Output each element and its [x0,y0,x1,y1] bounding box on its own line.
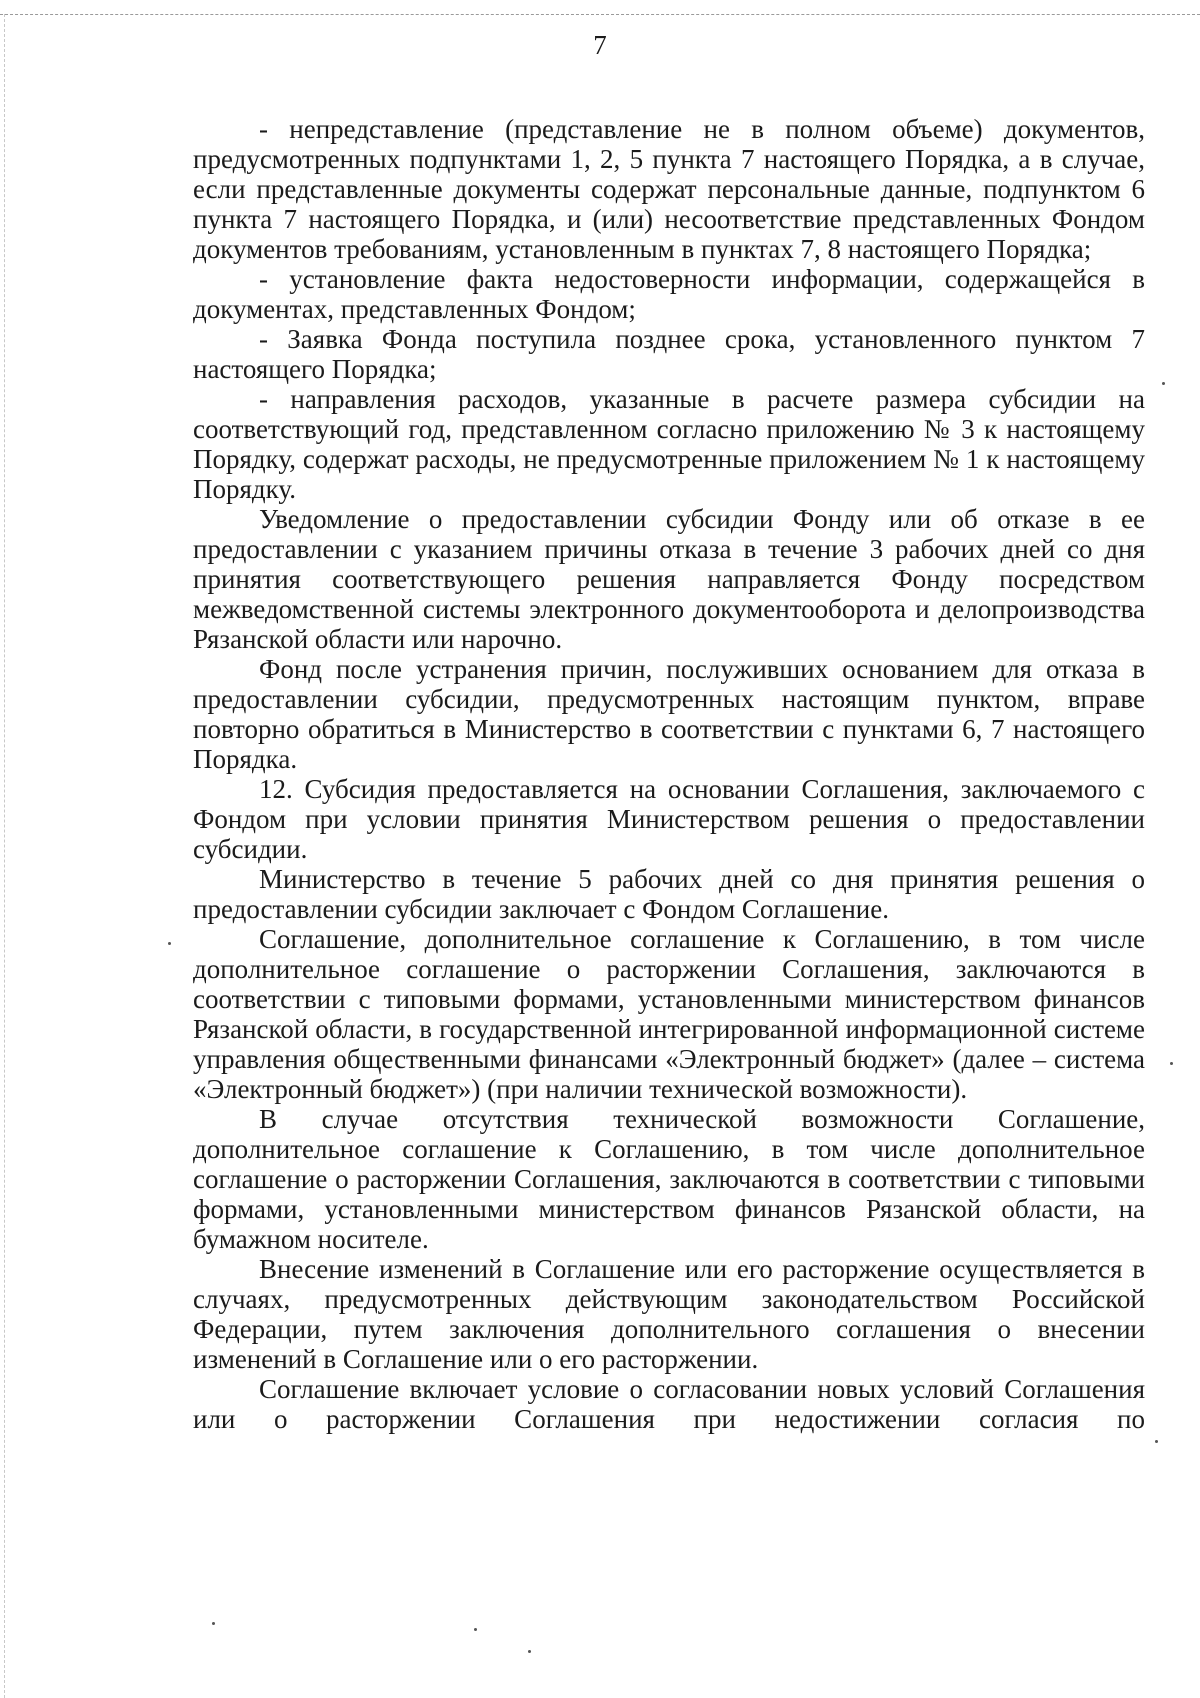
paragraph-5: Уведомление о предоставлении субсидии Фонду или об отказе в ее предоставлении с указанием причины отказа в течение 3 рабочих дней со дня принятия соответствующего решения направляется Фонду посредством межведомственной системы электронного документооборота и делопроизводства Рязанской области или нарочно. [193,504,1145,654]
paragraph-2: - установление факта недостоверности информации, содержащейся в документах, представленных Фондом; [193,264,1145,324]
document-body [193,114,1145,1434]
scan-speck [168,942,171,945]
paragraph-7: 12. Субсидия предоставляется на основании Соглашения, заключаемого с Фондом при условии принятия Министерством решения о предоставлении субсидии. [193,774,1145,864]
paragraph-12: Соглашение включает условие о согласовании новых условий Соглашения или о расторжении Соглашения при недостижении согласия по [193,1374,1145,1434]
page-number: 7 [593,30,607,60]
paragraph-9: Соглашение, дополнительное соглашение к Соглашению, в том числе дополнительное соглашение о расторжении Соглашения, заключаются в соответствии с типовыми формами, установленными министерством финансов Рязанской области, в государственной интегрированной информационной системе управления общественными финансами «Электронный бюджет» (далее – система «Электронный бюджет») (при наличии технической возможности). [193,924,1145,1104]
paragraph-8: Министерство в течение 5 рабочих дней со дня принятия решения о предоставлении субсидии заключает с Фондом Соглашение. [193,864,1145,924]
scan-speck [1162,382,1165,385]
paragraph-6: Фонд после устранения причин, послуживших основанием для отказа в предоставлении субсидии, предусмотренных настоящим пунктом, вправе повторно обратиться в Министерство в соответствии с пунктами 6, 7 настоящего Порядка. [193,654,1145,774]
scan-edge-top [0,14,1200,15]
paragraph-3: - Заявка Фонда поступила позднее срока, установленного пунктом 7 настоящего Порядка; [193,324,1145,384]
paragraph-1: - непредставление (представление не в полном объеме) документов, предусмотренных подпунктами 1, 2, 5 пункта 7 настоящего Порядка, а в случае, если представленные документы содержат персональные данные, подпунктом 6 пункта 7 настоящего Порядка, и (или) несоответствие представленных Фондом документов требованиям, установленным в пунктах 7, 8 настоящего Порядка; [193,114,1145,264]
scan-speck [1155,1440,1158,1443]
paragraph-4: - направления расходов, указанные в расчете размера субсидии на соответствующий год, представленном согласно приложению № 3 к настоящему Порядку, содержат расходы, не предусмотренные приложением № 1 к настоящему Порядку. [193,384,1145,504]
scan-speck [212,1622,215,1625]
scan-speck [474,1628,477,1631]
scan-speck [528,1650,531,1653]
paragraph-10: В случае отсутствия технической возможности Соглашение, дополнительное соглашение к Соглашению, в том числе дополнительное соглашение о расторжении Соглашения, заключаются в соответствии с типовыми формами, установленными министерством финансов Рязанской области, на бумажном носителе. [193,1104,1145,1254]
scan-speck [1170,1062,1173,1065]
scan-edge-left [4,14,5,1698]
paragraph-11: Внесение изменений в Соглашение или его расторжение осуществляется в случаях, предусмотренных действующим законодательством Российской Федерации, путем заключения дополнительного соглашения о внесении изменений в Соглашение или о его расторжении. [193,1254,1145,1374]
